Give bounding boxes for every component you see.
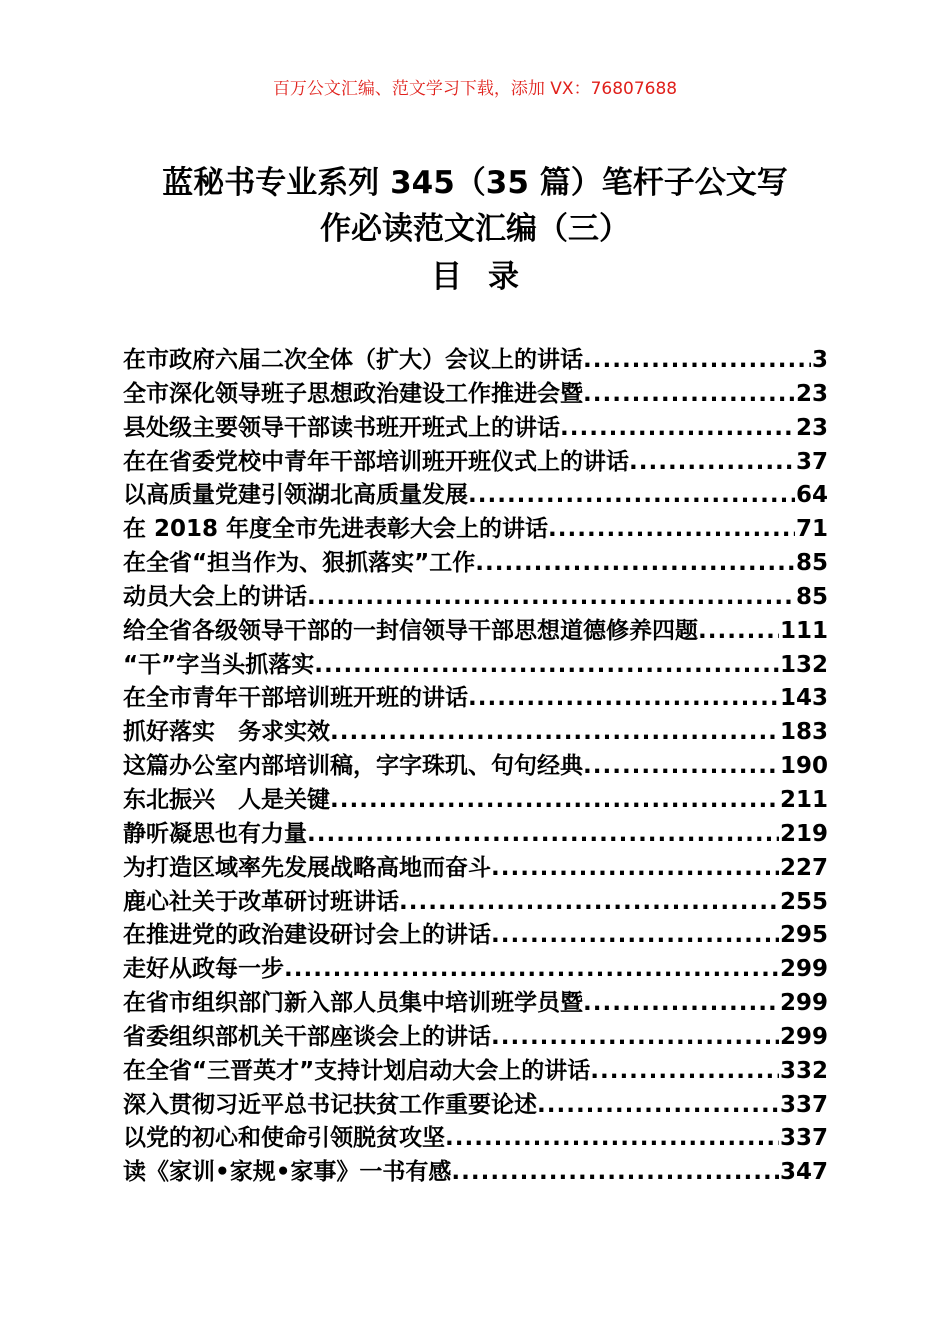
toc-entry-title: 省委组织部机关干部座谈会上的讲话 — [123, 1023, 491, 1050]
toc-entry[interactable] — [123, 446, 828, 480]
toc-dot-leader — [468, 479, 795, 513]
toc-dot-leader — [491, 1021, 779, 1055]
toc-entry[interactable] — [123, 682, 828, 716]
table-of-contents — [123, 344, 828, 1190]
toc-entry-page: 299 — [779, 990, 828, 1017]
toc-dot-leader — [583, 987, 779, 1021]
toc-entry-title: 在省市组织部门新入部人员集中培训班学员暨 — [123, 990, 583, 1017]
toc-dot-leader — [399, 886, 779, 920]
document-title-line-2: 作必读范文汇编（三） — [320, 211, 630, 247]
toc-entry[interactable] — [123, 649, 828, 683]
toc-entry-page: 255 — [779, 888, 828, 915]
toc-entry-page: 23 — [795, 380, 828, 407]
toc-dot-leader — [491, 852, 779, 886]
toc-entry[interactable] — [123, 513, 828, 547]
toc-entry-title: 以党的初心和使命引领脱贫攻坚 — [123, 1125, 445, 1152]
toc-dot-leader — [475, 547, 795, 581]
document-title — [100, 160, 850, 252]
toc-entry-title: 东北振兴 人是关键 — [123, 786, 330, 813]
toc-dot-leader — [629, 446, 795, 480]
toc-entry-title: 在 2018 年度全市先进表彰大会上的讲话 — [123, 516, 549, 543]
toc-entry[interactable] — [123, 412, 828, 446]
toc-entry-title: 鹿心社关于改革研讨班讲话 — [123, 888, 399, 915]
toc-entry-title: 给全省各级领导干部的一封信领导干部思想道德修养四题 — [123, 617, 698, 644]
toc-dot-leader — [307, 818, 779, 852]
toc-entry-title: 在全省“三晋英才”支持计划启动大会上的讲话 — [123, 1057, 591, 1084]
toc-entry-title: 在全省“担当作为、狠抓落实”工作 — [123, 550, 476, 577]
toc-entry-title: 在推进党的政治建设研讨会上的讲话 — [123, 922, 491, 949]
toc-dot-leader — [491, 919, 779, 953]
toc-dot-leader — [330, 784, 779, 818]
toc-dot-leader — [548, 513, 795, 547]
toc-entry[interactable] — [123, 547, 828, 581]
toc-entry-title: “干”字当头抓落实 — [123, 651, 315, 678]
toc-dot-leader — [330, 716, 779, 750]
toc-entry-page: 85 — [795, 583, 828, 610]
toc-entry-page: 299 — [779, 956, 828, 983]
toc-entry-title: 深入贯彻习近平总书记扶贫工作重要论述 — [123, 1091, 537, 1118]
toc-entry-title: 全市深化领导班子思想政治建设工作推进会暨 — [123, 380, 583, 407]
toc-entry-page: 211 — [779, 786, 828, 813]
toc-entry-page: 111 — [779, 617, 828, 644]
toc-entry-title: 以高质量党建引领湖北高质量发展 — [123, 482, 468, 509]
toc-entry-page: 337 — [779, 1091, 828, 1118]
toc-entry-page: 3 — [811, 347, 828, 373]
toc-entry-title: 在全市青年干部培训班开班的讲话 — [123, 685, 468, 712]
toc-entry[interactable] — [123, 581, 828, 615]
toc-entry-title: 为打造区域率先发展战略高地而奋斗 — [123, 854, 491, 881]
toc-heading: 目录 — [431, 259, 545, 295]
toc-entry-page: 295 — [779, 922, 828, 949]
document-title-line-1: 蓝秘书专业系列 345（35 篇）笔杆子公文写 — [162, 165, 788, 201]
toc-entry[interactable] — [123, 1122, 828, 1156]
toc-entry[interactable] — [123, 1089, 828, 1123]
toc-dot-leader — [307, 581, 795, 615]
toc-entry-page: 299 — [779, 1023, 828, 1050]
toc-dot-leader — [445, 1122, 779, 1156]
toc-dot-leader — [314, 649, 779, 683]
toc-entry-page: 183 — [779, 719, 828, 746]
toc-entry-title: 在市政府六届二次全体（扩大）会议上的讲话 — [123, 347, 583, 373]
toc-entry-page: 37 — [795, 448, 828, 475]
toc-dot-leader — [537, 1089, 779, 1123]
toc-entry[interactable] — [123, 1055, 828, 1089]
toc-dot-leader — [468, 682, 779, 716]
toc-entry[interactable] — [123, 1021, 828, 1055]
toc-entry[interactable] — [123, 1156, 828, 1190]
toc-entry-page: 190 — [779, 753, 828, 780]
toc-entry-title: 县处级主要领导干部读书班开班式上的讲话 — [123, 414, 560, 441]
toc-entry[interactable] — [123, 886, 828, 920]
toc-entry-title: 这篇办公室内部培训稿，字字珠玑、句句经典 — [123, 753, 583, 780]
toc-dot-leader — [698, 615, 779, 649]
toc-entry[interactable] — [123, 784, 828, 818]
toc-entry[interactable] — [123, 750, 828, 784]
toc-entry[interactable] — [123, 919, 828, 953]
toc-dot-leader — [583, 378, 795, 412]
toc-entry[interactable] — [123, 344, 828, 378]
toc-entry[interactable] — [123, 818, 828, 852]
toc-entry[interactable] — [123, 852, 828, 886]
toc-entry-page: 337 — [779, 1125, 828, 1152]
toc-entry[interactable] — [123, 479, 828, 513]
toc-entry-page: 71 — [795, 516, 828, 543]
toc-entry-title: 动员大会上的讲话 — [123, 583, 307, 610]
toc-dot-leader — [560, 412, 795, 446]
toc-entry-title: 走好从政每一步 — [123, 956, 284, 983]
toc-entry-page: 143 — [779, 685, 828, 712]
toc-dot-leader — [590, 1055, 779, 1089]
toc-entry-page: 85 — [795, 550, 828, 577]
toc-entry[interactable] — [123, 953, 828, 987]
toc-entry-page: 347 — [779, 1159, 828, 1186]
toc-entry-title: 静听凝思也有力量 — [123, 820, 307, 847]
toc-entry-page: 227 — [779, 854, 828, 881]
toc-entry-page: 332 — [779, 1057, 828, 1084]
toc-dot-leader — [451, 1156, 779, 1190]
toc-dot-leader — [583, 344, 811, 378]
toc-entry[interactable] — [123, 987, 828, 1021]
toc-entry-title: 读《家训•家规•家事》一书有感 — [123, 1159, 452, 1186]
toc-dot-leader — [583, 750, 779, 784]
toc-entry-page: 132 — [779, 651, 828, 678]
header-note: 百万公文汇编、范文学习下载，添加 VX：76807688 — [272, 79, 678, 99]
toc-entry-title: 在在省委党校中青年干部培训班开班仪式上的讲话 — [123, 448, 629, 475]
toc-entry[interactable] — [123, 378, 828, 412]
toc-dot-leader — [284, 953, 779, 987]
toc-entry[interactable] — [123, 716, 828, 750]
toc-entry[interactable] — [123, 615, 828, 649]
toc-entry-page: 23 — [795, 414, 828, 441]
toc-entry-page: 219 — [779, 820, 828, 847]
toc-entry-title: 抓好落实 务求实效 — [123, 719, 330, 746]
toc-entry-page: 64 — [795, 482, 828, 509]
